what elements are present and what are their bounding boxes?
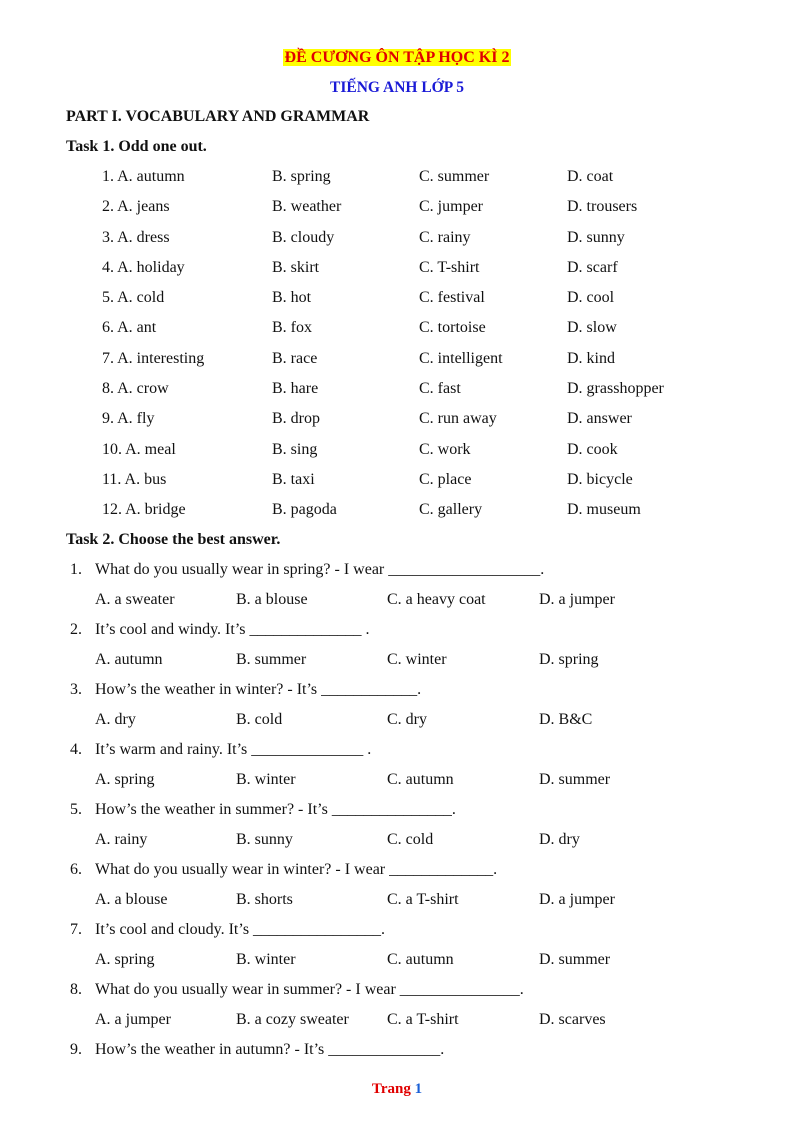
task1-option-c: C. fast (419, 380, 461, 398)
task1-option-b: B. weather (272, 198, 342, 216)
question-text: What do you usually wear in summer? - I wear _______________. (95, 981, 524, 998)
task2-question-list (0, 559, 794, 1069)
task1-row (0, 257, 794, 287)
task1-option-c: C. rainy (419, 228, 471, 246)
task1-option-a: 8. A. crow (102, 380, 169, 398)
answer-options (0, 949, 794, 979)
question-row (0, 979, 794, 1009)
task1-option-d: D. cool (567, 289, 615, 307)
task1-option-c: C. summer (419, 168, 490, 185)
task1-option-d: D. scarf (567, 258, 618, 276)
answer-option: A. autumn (95, 651, 163, 668)
task1-option-b: B. pagoda (272, 501, 337, 519)
task1-option-b: B. spring (272, 168, 331, 185)
task1-option-c: C. work (419, 440, 471, 458)
question-number: 2. (70, 621, 82, 638)
task1-grid (0, 166, 794, 530)
task1-option-d: D. slow (567, 319, 617, 337)
task1-option-c: C. intelligent (419, 349, 503, 367)
answer-option: B. winter (236, 951, 296, 968)
task1-row (0, 469, 794, 499)
question-number: 5. (70, 801, 82, 818)
task1-option-b: B. skirt (272, 258, 320, 276)
task1-row (0, 196, 794, 226)
task1-heading: Task 1. Odd one out. (66, 138, 207, 155)
answer-option: D. a jumper (539, 891, 615, 908)
answer-option: A. a blouse (95, 891, 168, 908)
task1-row (0, 408, 794, 438)
question-number: 6. (70, 861, 82, 878)
answer-option: C. a T-shirt (387, 1011, 459, 1028)
answer-option: D. spring (539, 651, 599, 668)
task1-option-a: 9. A. fly (102, 410, 155, 428)
answer-option: A. spring (95, 951, 155, 968)
answer-option: D. scarves (539, 1011, 606, 1028)
task1-option-b: B. cloudy (272, 228, 335, 246)
question-text: How’s the weather in autumn? - It’s ______________. (95, 1041, 445, 1058)
answer-options (0, 769, 794, 799)
task1-row (0, 348, 794, 378)
task1-option-b: B. sing (272, 440, 318, 458)
question-number: 7. (70, 921, 82, 938)
part-heading: PART I. VOCABULARY AND GRAMMAR (66, 108, 370, 125)
answer-options (0, 829, 794, 859)
question-text: How’s the weather in winter? - It’s ____________. (95, 681, 422, 698)
task1-row (0, 287, 794, 317)
task1-option-a: 6. A. ant (102, 319, 157, 337)
question-text: How’s the weather in summer? - It’s _______________. (95, 801, 456, 818)
question-row (0, 619, 794, 649)
answer-option: C. a heavy coat (387, 591, 486, 608)
answer-options (0, 649, 794, 679)
task1-option-a: 3. A. dress (102, 228, 170, 246)
question-row (0, 739, 794, 769)
question-number: 8. (70, 981, 82, 998)
task1-row (0, 439, 794, 469)
question-number: 4. (70, 741, 82, 758)
page-footer (0, 1079, 794, 1099)
task1-option-a: 11. A. bus (102, 470, 167, 488)
task1-row (0, 317, 794, 347)
question-row (0, 859, 794, 889)
answer-option: A. dry (95, 711, 136, 728)
answer-option: B. a cozy sweater (236, 1011, 349, 1028)
task1-option-a: 7. A. interesting (102, 349, 205, 367)
answer-options (0, 709, 794, 739)
task1-option-c: C. place (419, 470, 472, 488)
question-text: What do you usually wear in spring? - I wear ___________________. (95, 561, 545, 578)
question-text: It’s cool and windy. It’s ______________ . (95, 621, 370, 638)
answer-option: C. cold (387, 831, 434, 848)
task1-option-a: 12. A. bridge (102, 501, 186, 519)
question-number: 9. (70, 1041, 82, 1058)
task1-option-a: 1. A. autumn (102, 168, 185, 185)
task1-option-c: C. run away (419, 410, 497, 428)
answer-option: A. spring (95, 771, 155, 788)
task1-option-b: B. hot (272, 289, 312, 307)
task1-option-c: C. T-shirt (419, 258, 480, 276)
task1-option-d: D. sunny (567, 228, 625, 246)
task1-option-b: B. fox (272, 319, 312, 337)
answer-option: D. summer (539, 771, 611, 788)
task1-option-a: 10. A. meal (102, 440, 176, 458)
question-row (0, 559, 794, 589)
question-text: It’s cool and cloudy. It’s ________________. (95, 921, 386, 938)
document-subtitle: TIẾNG ANH LỚP 5 (330, 79, 464, 96)
task1-option-d: D. museum (567, 501, 641, 519)
task1-option-c: C. jumper (419, 198, 483, 216)
task1-option-a: 2. A. jeans (102, 198, 170, 216)
answer-option: B. sunny (236, 831, 293, 848)
question-row (0, 679, 794, 709)
task1-row (0, 227, 794, 257)
question-row (0, 799, 794, 829)
task1-option-c: C. festival (419, 289, 485, 307)
task1-option-b: B. drop (272, 410, 320, 428)
task1-option-d: D. trousers (567, 198, 638, 216)
task1-option-d: D. cook (567, 440, 618, 458)
question-text: What do you usually wear in winter? - I wear _____________. (95, 861, 498, 878)
answer-option: B. cold (236, 711, 283, 728)
question-number: 1. (70, 561, 82, 578)
task1-option-d: D. answer (567, 410, 632, 428)
question-text: It’s warm and rainy. It’s ______________ . (95, 741, 372, 758)
task1-option-d: D. coat (567, 168, 614, 185)
answer-option: C. autumn (387, 951, 454, 968)
answer-option: A. rainy (95, 831, 148, 848)
footer-label: Trang (371, 1081, 411, 1097)
task1-option-d: D. grasshopper (567, 380, 664, 398)
answer-option: B. a blouse (236, 591, 308, 608)
question-row (0, 919, 794, 949)
task2-heading: Task 2. Choose the best answer. (66, 531, 281, 548)
task1-option-b: B. hare (272, 380, 319, 398)
document-title (0, 48, 794, 68)
answer-option: B. summer (236, 651, 307, 668)
answer-option: B. winter (236, 771, 296, 788)
task1-option-c: C. gallery (419, 501, 483, 519)
task1-row (0, 166, 794, 196)
task1-option-d: D. kind (567, 349, 615, 367)
task1-row (0, 378, 794, 408)
task1-option-a: 4. A. holiday (102, 258, 185, 276)
answer-option: D. summer (539, 951, 611, 968)
answer-option: B. shorts (236, 891, 293, 908)
answer-option: A. a jumper (95, 1011, 171, 1028)
answer-option: C. winter (387, 651, 447, 668)
task1-option-c: C. tortoise (419, 319, 486, 337)
question-number: 3. (70, 681, 82, 698)
answer-option: C. autumn (387, 771, 454, 788)
task1-row (0, 499, 794, 529)
task1-option-d: D. bicycle (567, 470, 633, 488)
answer-option: C. a T-shirt (387, 891, 459, 908)
task1-option-a: 5. A. cold (102, 289, 165, 307)
answer-options (0, 589, 794, 619)
answer-option: D. B&C (539, 711, 593, 728)
answer-option: D. a jumper (539, 591, 615, 608)
page-number: 1 (414, 1081, 423, 1097)
answer-option: D. dry (539, 831, 580, 848)
answer-options (0, 889, 794, 919)
question-row (0, 1039, 794, 1069)
answer-option: C. dry (387, 711, 427, 728)
title-highlight: ĐỀ CƯƠNG ÔN TẬP HỌC KÌ 2 (284, 49, 510, 66)
task1-option-b: B. taxi (272, 470, 315, 488)
answer-options (0, 1009, 794, 1039)
answer-option: A. a sweater (95, 591, 175, 608)
task1-option-b: B. race (272, 349, 318, 367)
